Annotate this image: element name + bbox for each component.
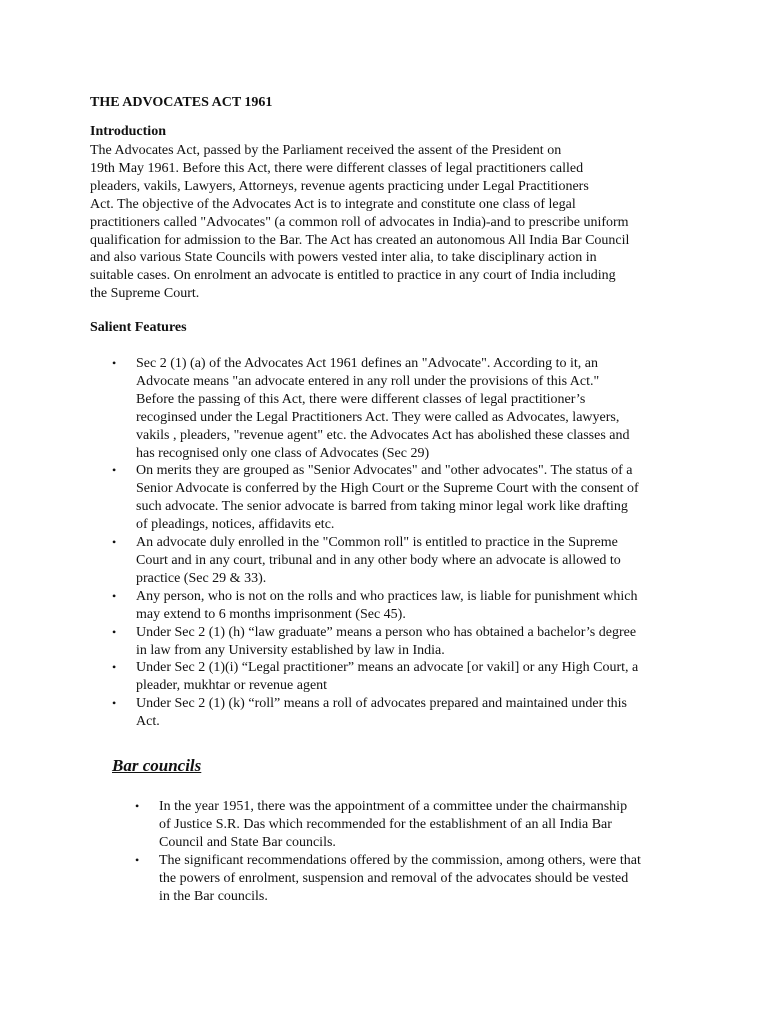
list-item-line: in law from any University established by law in India. bbox=[136, 642, 445, 658]
bullet-icon: • bbox=[112, 463, 117, 478]
introduction-line: practitioners called "Advocates" (a common roll of advocates in India)-and to prescribe uniform bbox=[90, 214, 629, 230]
list-item bbox=[112, 659, 692, 695]
list-item-line: practice (Sec 29 & 33). bbox=[136, 570, 267, 586]
list-item-line: On merits they are grouped as "Senior Advocates" and "other advocates". The status of a bbox=[136, 463, 633, 479]
introduction-line: suitable cases. On enrolment an advocate is entitled to practice in any court of India including bbox=[90, 268, 616, 284]
bar-councils-list bbox=[135, 798, 695, 905]
document-title: THE ADVOCATES ACT 1961 bbox=[90, 95, 273, 110]
introduction-line: the Supreme Court. bbox=[90, 286, 200, 302]
salient-features-heading: Salient Features bbox=[90, 320, 187, 335]
list-item-line: of Justice S.R. Das which recommended for the establishment of an all India Bar bbox=[159, 816, 612, 832]
bar-councils-heading: Bar councils bbox=[112, 756, 202, 775]
bullet-icon: • bbox=[112, 696, 117, 711]
bullet-icon: • bbox=[135, 799, 140, 813]
list-item bbox=[135, 798, 695, 852]
bullet-icon: • bbox=[112, 356, 117, 370]
list-item-line: in the Bar councils. bbox=[159, 888, 268, 904]
list-item-line: Act. bbox=[136, 714, 160, 730]
list-item-line: recoginsed under the Legal Practitioners Act. They were called as Advocates, lawyers, bbox=[136, 409, 620, 425]
list-item-line: vakils , pleaders, "revenue agent" etc. the Advocates Act has abolished these classes and bbox=[136, 427, 630, 443]
list-item-line: Council and State Bar councils. bbox=[159, 834, 336, 850]
list-item-line: may extend to 6 months imprisonment (Sec 45). bbox=[136, 606, 406, 622]
list-item-line: Senior Advocate is conferred by the High Court or the Supreme Court with the consent of bbox=[136, 481, 639, 497]
list-item-line: Under Sec 2 (1) (k) “roll” means a roll of advocates prepared and maintained under this bbox=[136, 696, 627, 712]
bullet-icon: • bbox=[112, 588, 117, 603]
list-item-line: such advocate. The senior advocate is barred from taking minor legal work like drafting bbox=[136, 499, 628, 515]
list-item-line: Sec 2 (1) (a) of the Advocates Act 1961 defines an "Advocate". According to it, an bbox=[136, 356, 599, 371]
introduction-line: 19th May 1961. Before this Act, there were different classes of legal practitioners called bbox=[90, 160, 584, 176]
introduction-line: and also various State Councils with powers vested inter alia, to take disciplinary action in bbox=[90, 250, 597, 266]
bullet-icon: • bbox=[112, 624, 117, 639]
list-item-line: Before the passing of this Act, there were different classes of legal practitioner’s bbox=[136, 391, 586, 407]
list-item-line: In the year 1951, there was the appointment of a committee under the chairmanship bbox=[159, 799, 628, 814]
list-item bbox=[112, 534, 692, 588]
introduction-line: pleaders, vakils, Lawyers, Attorneys, revenue agents practicing under Legal Practitioners bbox=[90, 178, 589, 194]
introduction-heading: Introduction bbox=[90, 124, 166, 139]
bullet-icon: • bbox=[135, 852, 140, 867]
list-item bbox=[112, 624, 692, 660]
list-item-line: Any person, who is not on the rolls and who practices law, is liable for punishment which bbox=[136, 588, 638, 604]
list-item-line: Under Sec 2 (1) (h) “law graduate” means a person who has obtained a bachelor’s degree bbox=[136, 624, 637, 640]
bullet-icon: • bbox=[112, 660, 117, 675]
list-item bbox=[112, 462, 692, 534]
salient-features-list bbox=[112, 355, 692, 731]
list-item bbox=[135, 852, 695, 906]
list-item bbox=[112, 355, 692, 462]
introduction-line: The Advocates Act, passed by the Parliament received the assent of the President on bbox=[90, 143, 562, 158]
list-item bbox=[112, 695, 692, 731]
list-item-line: Court and in any court, tribunal and in any other body where an advocate is allowed to bbox=[136, 552, 621, 568]
list-item bbox=[112, 588, 692, 624]
introduction-paragraph bbox=[90, 142, 690, 303]
bullet-icon: • bbox=[112, 535, 117, 550]
introduction-line: qualification for admission to the Bar. The Act has created an autonomous All India Bar Council bbox=[90, 232, 630, 248]
list-item-line: An advocate duly enrolled in the "Common roll" is entitled to practice in the Supreme bbox=[136, 535, 618, 551]
list-item-line: has recognised only one class of Advocates (Sec 29) bbox=[136, 445, 430, 461]
list-item-line: pleader, mukhtar or revenue agent bbox=[136, 678, 328, 694]
list-item-line: the powers of enrolment, suspension and removal of the advocates should be vested bbox=[159, 870, 629, 886]
list-item-line: Advocate means "an advocate entered in any roll under the provisions of this Act." bbox=[136, 373, 600, 389]
list-item-line: of pleadings, notices, affidavits etc. bbox=[136, 517, 335, 533]
introduction-line: Act. The objective of the Advocates Act is to integrate and constitute one class of legal bbox=[90, 196, 576, 212]
list-item-line: Under Sec 2 (1)(i) “Legal practitioner” means an advocate [or vakil] or any High Court, a bbox=[136, 660, 639, 676]
list-item-line: The significant recommendations offered by the commission, among others, were that bbox=[159, 852, 641, 868]
